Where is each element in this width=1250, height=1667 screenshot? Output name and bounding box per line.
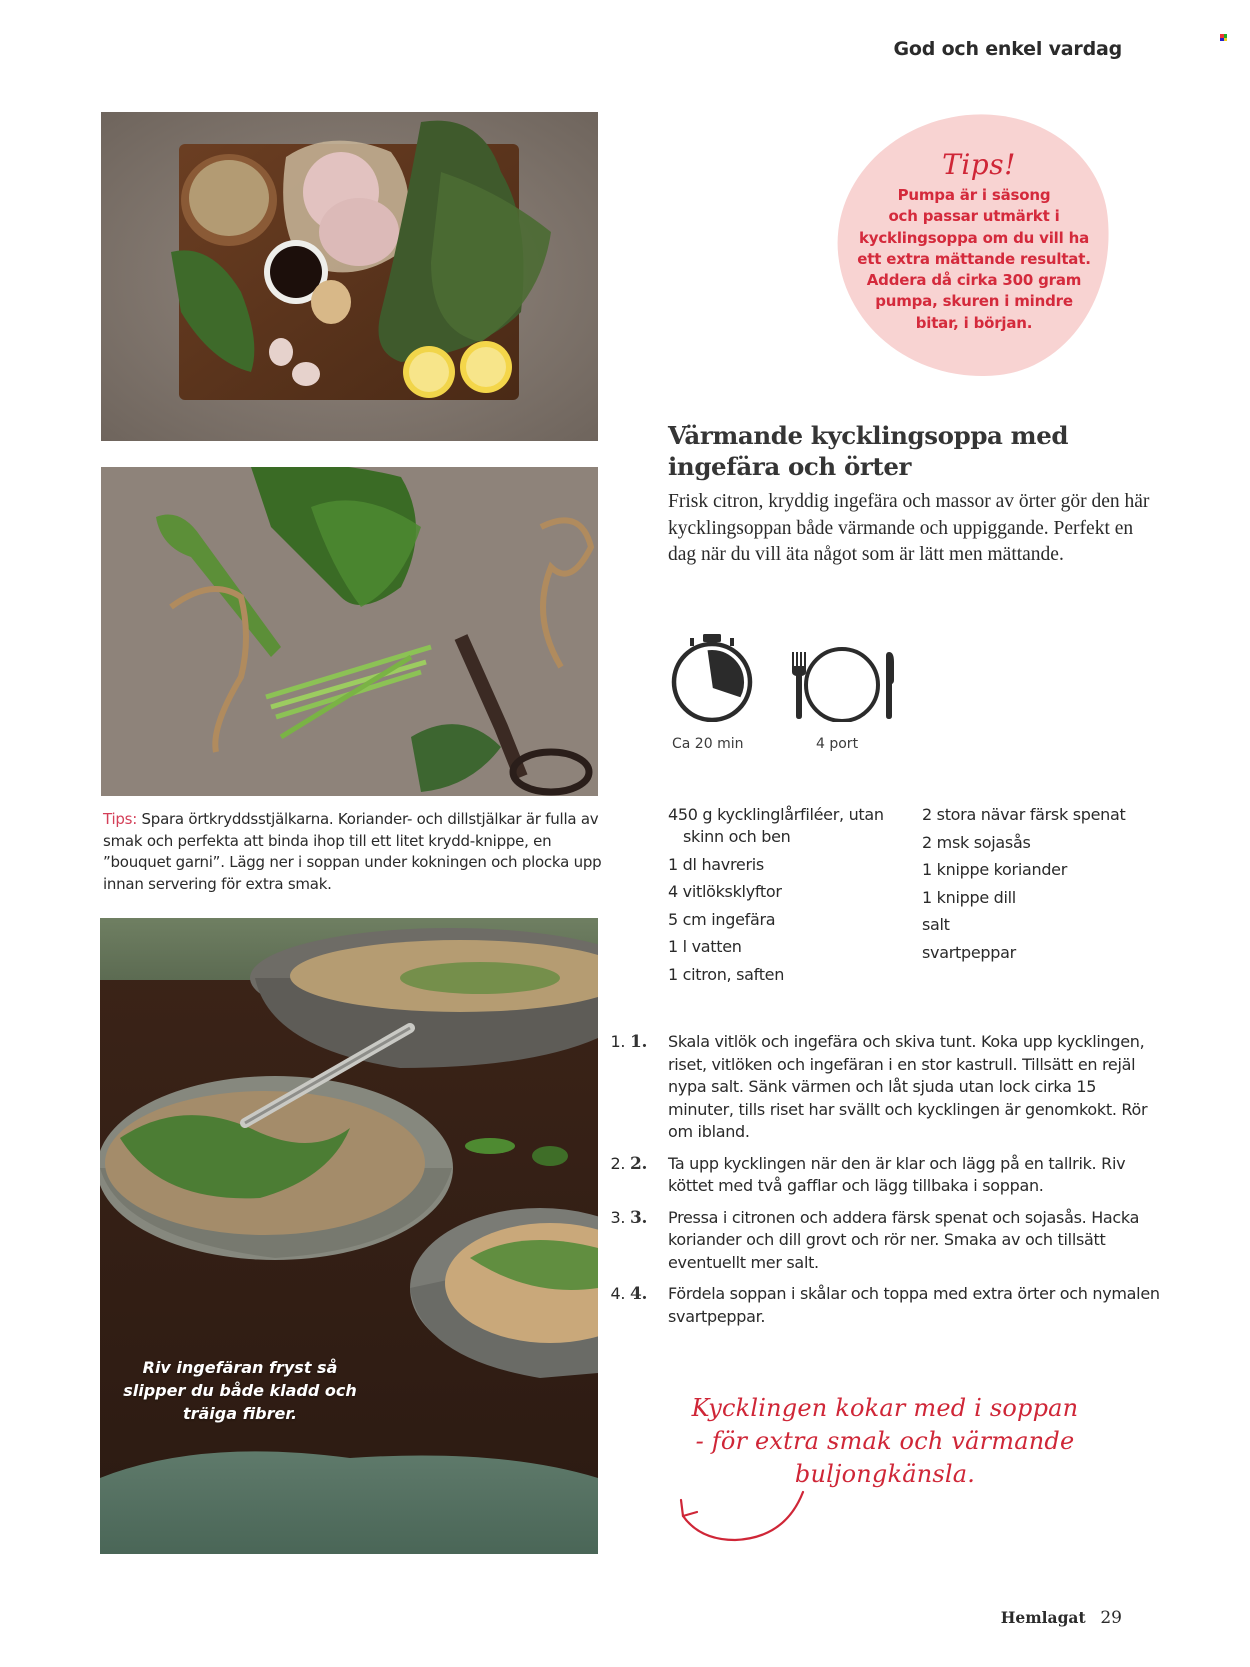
- step-text: Skala vitlök och ingefära och skiva tunt. Koka upp kycklingen, riset, vitlöken och ingefäran i en stor kastrull. Tillsätt en rejäl nypa salt. Sänk värmen och låt sjuda utan lock cirka 15 minuter, tills riset har svällt och kycklingen är genomkokt. Rör om ibland.: [668, 1032, 1148, 1141]
- instructions-list: [630, 1031, 1165, 1337]
- ingredient-item: 450 g kycklinglårfiléer, utan skinn och ben: [668, 805, 884, 846]
- instruction-step: [630, 1207, 1165, 1275]
- step-text: Ta upp kycklingen när den är klar och lägg på en tallrik. Riv köttet med två gafflar och lägg tillbaka i soppan.: [668, 1153, 1126, 1195]
- color-registration-mark-icon: [1220, 34, 1227, 41]
- step-text: Pressa i citronen och addera färsk spenat och sojasås. Hacka koriander och dill grovt och rör ner. Smaka av och tillsätt eventuellt mer salt.: [668, 1207, 1140, 1272]
- page-footer: [1001, 1608, 1122, 1628]
- ingredient-item: 1 knippe dill: [922, 887, 1016, 907]
- ingredient-item: svartpeppar: [922, 942, 1016, 962]
- recipe-intro: Frisk citron, kryddig ingefära och massor av örter gör den här kycklingsoppan både värmande och uppiggande. Perfekt en dag när du vill äta något som är lätt men mättande.: [668, 491, 1150, 565]
- tip-line: kycklingsoppa om du vill ha: [859, 228, 1089, 247]
- servings-label: 4 port: [816, 736, 859, 752]
- pumpkin-tip: [838, 148, 1110, 334]
- step-number: 4. 4.: [630, 1284, 648, 1304]
- cooking-time: [666, 630, 758, 752]
- step-text: Fördela soppan i skålar och toppa med extra örter och nymalen svartpeppar.: [668, 1284, 1160, 1326]
- ingredient-item: 1 dl havreris: [668, 854, 764, 874]
- cooking-time-label: Ca 20 min: [672, 736, 744, 752]
- ingredient-item: 5 cm ingefära: [668, 909, 776, 929]
- herbs-photo: [101, 467, 598, 796]
- tip-title: Tips!: [942, 148, 1016, 181]
- tip-line: ett extra mättande resultat.: [857, 249, 1091, 268]
- ingredient-item: 2 stora nävar färsk spenat: [922, 805, 1126, 824]
- tip-line: pumpa, skuren i mindre: [875, 292, 1073, 311]
- herb-stem-tip: [103, 809, 603, 895]
- plate-cutlery-icon: [785, 630, 905, 722]
- page-number: 29: [1100, 1608, 1122, 1628]
- ingredients-list-1: [668, 804, 918, 991]
- tip-label: Tips:: [103, 810, 138, 828]
- step-number: 2. 2.: [630, 1153, 648, 1174]
- ingredient-item: 2 msk sojasås: [922, 832, 1031, 852]
- magazine-brand: Hemlagat: [1000, 1608, 1086, 1627]
- tip-line: Addera då cirka 300 gram: [866, 271, 1082, 290]
- recipe-title: Värmande kycklingsoppa med ingefära och örter: [668, 421, 1069, 481]
- tip-line: och passar utmärkt i: [888, 207, 1060, 226]
- ingredients-list-2: [922, 804, 1162, 969]
- ingredient-item: 1 l vatten: [668, 937, 742, 956]
- ingredient-item: 1 citron, saften: [668, 964, 785, 984]
- ingredient-item: 1 knippe koriander: [922, 860, 1067, 879]
- step-number: 3. 3.: [630, 1207, 648, 1228]
- tip-text: [838, 185, 1110, 334]
- servings: [785, 630, 905, 752]
- stopwatch-icon: [666, 630, 758, 722]
- soup-photo: [100, 918, 598, 1554]
- note-line: - för extra smak och värmande: [695, 1427, 1075, 1455]
- note-line: Kycklingen kokar med i soppan: [691, 1394, 1079, 1422]
- ingredient-item: salt: [922, 915, 950, 934]
- note-line: buljongkänsla.: [794, 1460, 976, 1488]
- instruction-step: [630, 1283, 1165, 1328]
- tip-line: Pumpa är i säsong: [897, 186, 1051, 204]
- section-header: God och enkel vardag: [893, 38, 1122, 60]
- soup-photo-caption: Riv ingefäran fryst så slipper du både kladd och träiga fibrer.: [123, 1358, 357, 1423]
- ingredients-photo: [101, 112, 598, 441]
- tip-line: bitar, i början.: [915, 313, 1033, 332]
- instruction-step: [630, 1153, 1165, 1198]
- handwritten-note: [690, 1392, 1080, 1491]
- ingredient-item: 4 vitlöksklyftor: [668, 882, 782, 901]
- curved-arrow-icon: [675, 1488, 805, 1544]
- step-number: 1. 1.: [630, 1032, 648, 1052]
- tip-text: Spara örtkryddsstjälkarna. Koriander- och dillstjälkar är fulla av smak och perfekta att binda ihop till ett litet krydd-knippe, en ”bouquet garni”. Lägg ner i soppan under kokningen och plocka upp innan servering för extra smak.: [103, 810, 602, 893]
- instruction-step: [630, 1031, 1165, 1144]
